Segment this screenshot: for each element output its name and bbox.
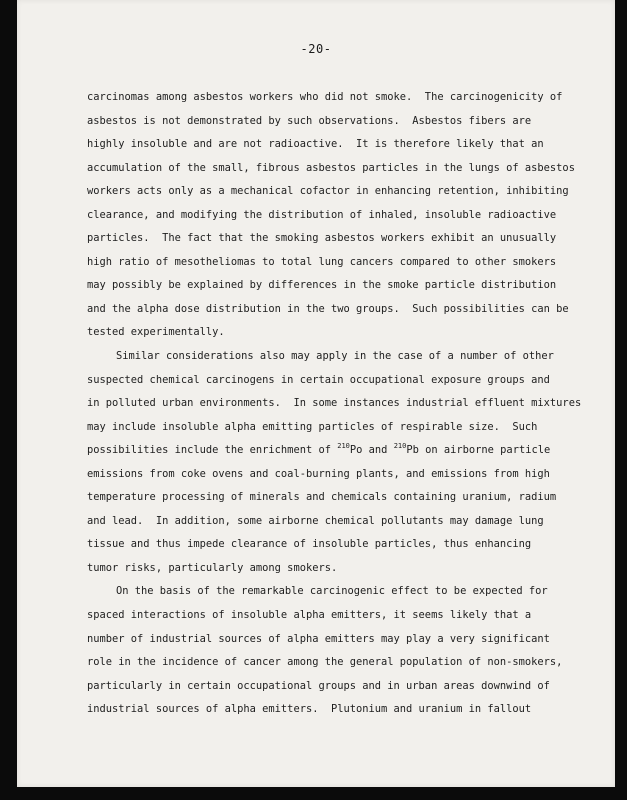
text-line: tumor risks, particularly among smokers. [87, 561, 338, 574]
text-line: asbestos is not demonstrated by such observations. Asbestos fibers are [87, 114, 532, 127]
text-line: temperature processing of minerals and chemicals containing uranium, radium [87, 491, 557, 504]
text-line: number of industrial sources of alpha emitters may play a very significant [87, 632, 550, 645]
line-segment: Pb on airborne particle [406, 444, 551, 457]
text-line: particles. The fact that the smoking asbestos workers exhibit an unusually [87, 232, 557, 245]
line-segment: possibilities include the enrichment of [87, 444, 338, 457]
text-line: highly insoluble and are not radioactive. It is therefore likely that an [87, 138, 544, 151]
paragraph-start-line: On the basis of the remarkable carcinogenic effect to be expected for [116, 585, 548, 598]
text-line: role in the incidence of cancer among the general population of non-smokers, [87, 656, 563, 669]
text-line: may possibly be explained by differences in the smoke particle distribution [87, 279, 557, 292]
text-line: accumulation of the small, fibrous asbestos particles in the lungs of asbestos [87, 161, 575, 174]
text-line: particularly in certain occupational groups and in urban areas downwind of [87, 679, 550, 692]
text-line-with-isotopes [87, 439, 597, 463]
document-page [17, 0, 615, 787]
text-line: workers acts only as a mechanical cofactor in enhancing retention, inhibiting [87, 185, 569, 198]
text-line: and the alpha dose distribution in the two groups. Such possibilities can be [87, 302, 569, 315]
isotope-mass-number: 210 [337, 442, 350, 451]
text-line: suspected chemical carcinogens in certain occupational exposure groups and [87, 373, 550, 386]
text-line: clearance, and modifying the distribution of inhaled, insoluble radioactive [87, 208, 557, 221]
body-text [87, 86, 597, 722]
text-line: and lead. In addition, some airborne chemical pollutants may damage lung [87, 514, 544, 527]
text-line: industrial sources of alpha emitters. Plutonium and uranium in fallout [87, 703, 532, 716]
text-line: tissue and thus impede clearance of insoluble particles, thus enhancing [87, 538, 532, 551]
text-line: may include insoluble alpha emitting particles of respirable size. Such [87, 420, 538, 433]
text-line: emissions from coke ovens and coal-burning plants, and emissions from high [87, 467, 550, 480]
text-line: high ratio of mesotheliomas to total lung cancers compared to other smokers [87, 255, 557, 268]
paragraph-start-line: Similar considerations also may apply in the case of a number of other [116, 350, 554, 363]
text-line: in polluted urban environments. In some instances industrial effluent mixtures [87, 397, 582, 410]
text-line: spaced interactions of insoluble alpha emitters, it seems likely that a [87, 609, 532, 622]
text-line: carcinomas among asbestos workers who did not smoke. The carcinogenicity of [87, 91, 563, 103]
text-line: tested experimentally. [87, 326, 225, 339]
line-segment: Po and [349, 444, 394, 457]
page-number: -20- [300, 42, 332, 56]
isotope-mass-number: 210 [393, 442, 407, 451]
